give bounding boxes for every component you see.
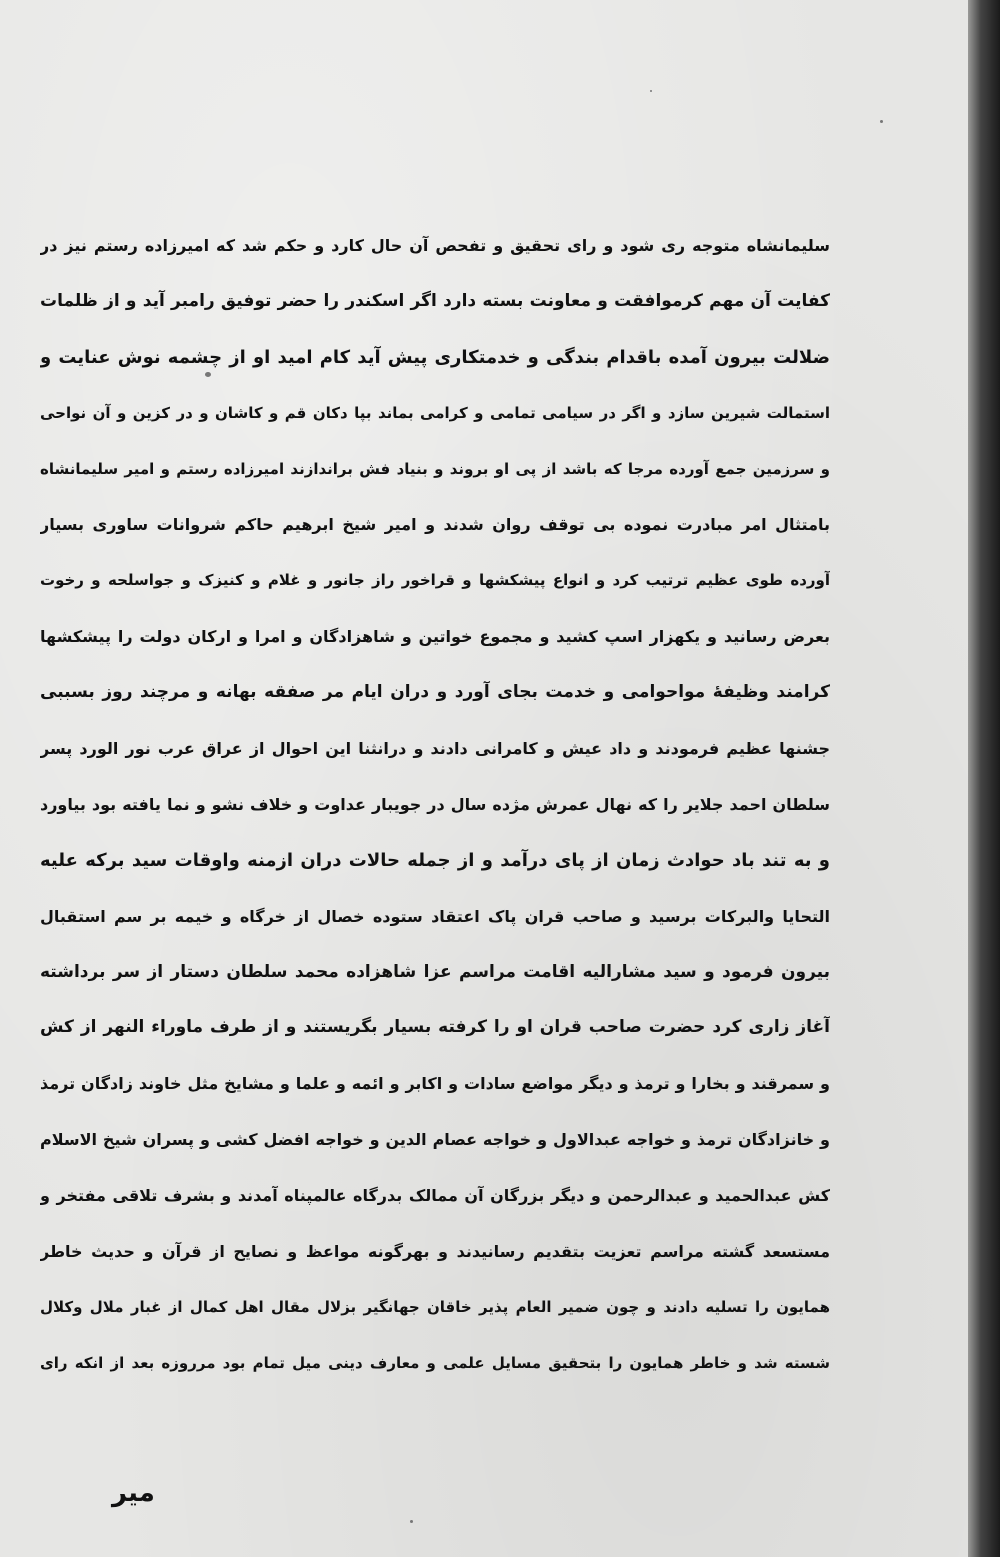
paper-speck xyxy=(880,120,883,123)
paper-speck xyxy=(205,372,211,377)
text-line-12: و به تند باد حوادث زمان از پای درآمد و از جمله حالات دران ازمنه واوقات سید برکه علیه xyxy=(40,849,830,871)
text-line-20: همایون را تسلیه دادند و چون ضمیر العام پذیر خاقان جهانگیر بزلال مقال اهل کمال از غبار ملال وکلال xyxy=(40,1297,830,1316)
text-line-4: استمالت شیرین سازد و اگر در سیامی تمامی و کرامی بماند بپا دکان قم و کاشان و در کزین و آن نواحی xyxy=(40,403,830,422)
paper-speck xyxy=(410,1520,413,1523)
text-line-13: التحایا والبرکات برسید و صاحب قران پاک اعتقاد ستوده خصال از خرگاه و خیمه بر سم استقبال xyxy=(40,906,830,926)
text-line-7: آورده طوی عظیم ترتیب کرد و انواع پیشکشها و قراخور راز جانور و غلام و کنیزک و جواسلحه و رخوت xyxy=(40,571,830,590)
manuscript-text-block xyxy=(40,218,830,1392)
text-line-14: بیرون فرمود و سید مشارالیه اقامت مراسم عزا شاهزاده محمد سلطان دستار از سر برداشته xyxy=(40,961,830,982)
text-line-18: کش عبدالحمید و عبدالرحمن و دیگر بزرگان آن ممالک بدرگاه عالمپناه آمدند و بشرف تلاقی مفتخر و xyxy=(40,1186,830,1206)
text-line-21: شسته شد و خاطر همایون را بتحقیق مسایل علمی و معارف دینی میل تمام بود مرروزه بعد از انکه رای xyxy=(40,1353,830,1372)
text-line-8: بعرض رسانید و یکهزار اسپ کشید و مجموع خواتین و شاهزادگان و امرا و ارکان دولت را پیشکشها xyxy=(40,627,830,647)
catchword: میر xyxy=(112,1478,155,1508)
text-line-2: کفایت آن مهم کرموافقت و معاونت بسته دارد اگر اسکندر را حضر توفیق رامبر آید و از ظلمات xyxy=(40,290,830,311)
text-line-3: ضلالت بیرون آمده باقدام بندگی و خدمتکاری پیش آید کام امید او از چشمه نوش عنایت و xyxy=(40,346,830,368)
text-line-5: و سرزمین جمع آورده مرجا که باشد از پی او بروند و بنیاد فش براندازند امیرزاده رستم و امیر سلیمانشاه xyxy=(40,459,830,478)
text-line-9: کرامند وظیفهٔ مواحوامی و خدمت بجای آورد و دران ایام مر صفقه بهانه و مرچند روز بسببی xyxy=(40,682,830,703)
text-line-11: سلطان احمد جلایر را که نهال عمرش مژده سال در جویبار عداوت و خلاف نشو و نما یافته بود بیاورد xyxy=(40,794,830,814)
text-line-10: جشنها عظیم فرمودند و داد عیش و کامرانی دادند و درانثنا این احوال از عراق عرب نور الورد پسر xyxy=(40,739,830,759)
text-line-1: سلیمانشاه متوجه ری شود و رای تحقیق و تفحص آن حال کارد و حکم شد که امیرزاده رستم نیز در xyxy=(40,236,830,255)
text-line-16: و سمرقند و بخارا و ترمذ و دیگر مواضع سادات و اکابر و ائمه و علما و مشایخ مثل خاوند زادگان ترمذ xyxy=(40,1074,830,1094)
text-line-15: آغاز زاری کرد حضرت صاحب قران او را کرفته بسیار بگریستند و از طرف ماوراء النهر از کش xyxy=(40,1017,830,1038)
page-edge-shadow xyxy=(968,0,1000,1557)
text-line-6: بامتثال امر مبادرت نموده بی توقف روان شدند و امیر شیخ ابرهیم حاکم شروانات ساوری بسیار xyxy=(40,515,830,535)
paper-speck xyxy=(650,90,652,92)
text-line-17: و خانزادگان ترمذ و خواجه عبدالاول و خواجه عصام الدین و خواجه افضل کشی و پسران شیخ الاسلام xyxy=(40,1130,830,1150)
text-line-19: مستسعد گشته مراسم تعزیت بتقدیم رسانیدند و بهرگونه مواعظ و نصایح از قرآن و حدیث خاطر xyxy=(40,1242,830,1262)
